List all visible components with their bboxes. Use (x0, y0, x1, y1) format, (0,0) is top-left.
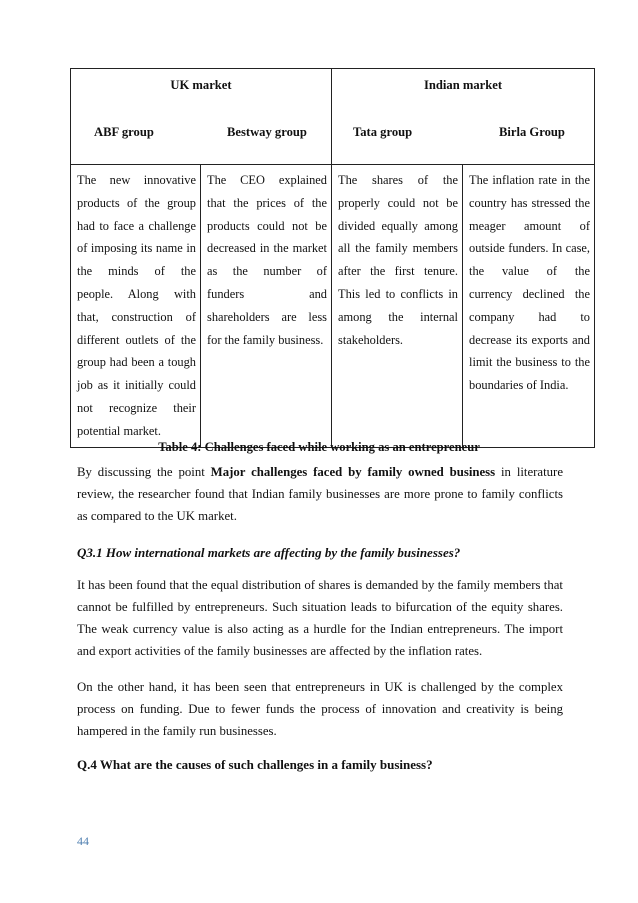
table-cell-bestway: The CEO explained that the prices of the products could not be decreased in the market as the number of funders and shareholders are less for the family business. (201, 165, 332, 448)
challenges-table (70, 68, 595, 448)
paragraph-uk-funding: On the other hand, it has been seen that entrepreneurs in UK is challenged by the complex process on funding. Due to fewer funds the process of innovation and creativity is being hampered in the family run businesses. (77, 680, 563, 738)
abf-group-label: ABF group (94, 125, 154, 139)
birla-group-label: Birla Group (499, 125, 565, 139)
table-caption: Table 4: Challenges faced while working as an entrepreneur (158, 440, 480, 454)
uk-market-title: UK market (170, 78, 232, 92)
paragraph-shares-currency: It has been found that the equal distribution of shares is demanded by the family members that cannot be fulfilled by entrepreneurs. Such situation leads to bifurcation of the equity shares. The weak currency value is also acting as a hurdle for the Indian entrepreneurs. The import and export activities of the family businesses are affected by the inflation rates. (77, 578, 563, 658)
india-market-header (332, 69, 595, 165)
paragraph-literature-review: By discussing the point Major challenges faced by family owned business in literature review, the researcher found that Indian family businesses are more prone to family conflicts as compared to the UK market. (77, 465, 563, 523)
india-market-title: Indian market (423, 78, 503, 92)
uk-market-header (71, 69, 332, 165)
tata-group-label: Tata group (353, 125, 413, 139)
question-4-heading: Q.4 What are the causes of such challenges in a family business? (77, 757, 433, 772)
table-row (71, 165, 595, 448)
bold-phrase: Major challenges faced by family owned business (210, 465, 496, 479)
bestway-group-label: Bestway group (227, 125, 307, 139)
table-cell-tata: The shares of the properly could not be divided equally among all the family members after the first tenure. This led to conflicts in among the internal stakeholders. (332, 165, 463, 448)
question-3-1-heading: Q3.1 How international markets are affecting by the family businesses? (77, 545, 461, 560)
table-cell-abf: The new innovative products of the group had to face a challenge of imposing its name in the minds of the people. Along with that, construction of different outlets of the group had been a tough job as it initially could not recognize their potential market. (71, 165, 201, 448)
table-header-row (71, 69, 595, 165)
page-number: 44 (77, 834, 89, 848)
table-cell-birla: The inflation rate in the country has stressed the meager amount of outside funders. In case, the value of the currency declined the company had to decrease its exports and limit the business to the boundaries of India. (463, 165, 595, 448)
